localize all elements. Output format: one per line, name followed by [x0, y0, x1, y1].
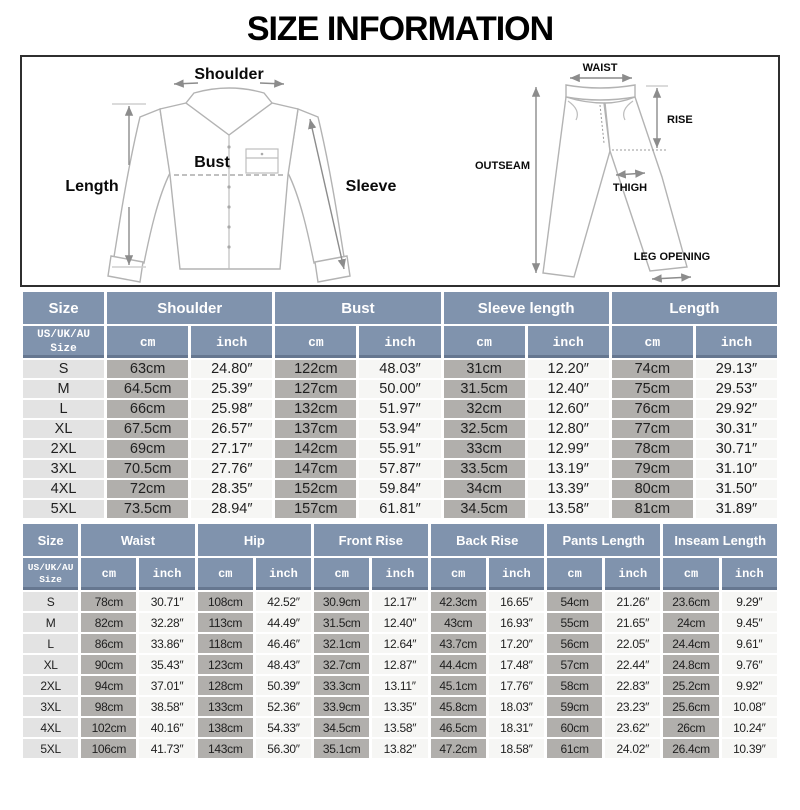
table-row [23, 592, 777, 611]
table-row [23, 480, 777, 498]
cm-value-cell: 108cm [198, 592, 253, 611]
inch-value-cell: 31.89″ [696, 500, 777, 518]
group-header: Shoulder [107, 292, 272, 324]
size-cell: 5XL [23, 500, 104, 518]
shirt-sleeve-label: Sleeve [345, 178, 397, 195]
cm-value-cell: 75cm [612, 380, 693, 398]
inch-value-cell: 50.00″ [359, 380, 440, 398]
inch-value-cell: 54.33″ [256, 718, 311, 737]
pants-waist-label: WAIST [582, 62, 618, 74]
pants-diagram [400, 57, 778, 285]
cm-value-cell: 32.1cm [314, 634, 369, 653]
shirt-length-label: Length [65, 178, 119, 195]
inch-value-cell: 13.35″ [372, 697, 427, 716]
cm-value-cell: 60cm [547, 718, 602, 737]
inch-value-cell: 12.40″ [372, 613, 427, 632]
cm-value-cell: 25.6cm [663, 697, 718, 716]
cm-value-cell: 31.5cm [444, 380, 525, 398]
inch-value-cell: 26.57″ [191, 420, 272, 438]
inch-value-cell: 9.45″ [722, 613, 777, 632]
inch-value-cell: 59.84″ [359, 480, 440, 498]
shirt-drawing [108, 88, 350, 282]
table-row [23, 380, 777, 398]
size-cell: 2XL [23, 440, 104, 458]
cm-value-cell: 70.5cm [107, 460, 188, 478]
cm-value-cell: 24.8cm [663, 655, 718, 674]
inch-value-cell: 30.71″ [139, 592, 194, 611]
inch-value-cell: 37.01″ [139, 676, 194, 695]
inch-value-cell: 12.87″ [372, 655, 427, 674]
inch-value-cell: 9.29″ [722, 592, 777, 611]
pants-leg-opening-arrow [652, 277, 691, 279]
inch-value-cell: 10.08″ [722, 697, 777, 716]
cm-value-cell: 35.1cm [314, 739, 369, 758]
cm-value-cell: 61cm [547, 739, 602, 758]
inch-value-cell: 25.39″ [191, 380, 272, 398]
inch-value-cell: 13.39″ [528, 480, 609, 498]
cm-value-cell: 57cm [547, 655, 602, 674]
cm-value-cell: 33.9cm [314, 697, 369, 716]
inch-value-cell: 22.83″ [605, 676, 660, 695]
cm-value-cell: 24cm [663, 613, 718, 632]
unit-header: cm [275, 326, 356, 358]
inch-value-cell: 48.43″ [256, 655, 311, 674]
cm-value-cell: 118cm [198, 634, 253, 653]
unit-header: cm [107, 326, 188, 358]
size-cell: 4XL [23, 718, 78, 737]
inch-value-cell: 42.52″ [256, 592, 311, 611]
cm-value-cell: 34.5cm [444, 500, 525, 518]
cm-value-cell: 76cm [612, 400, 693, 418]
inch-value-cell: 16.65″ [489, 592, 544, 611]
cm-value-cell: 82cm [81, 613, 136, 632]
pants-outseam-label: OUTSEAM [475, 160, 530, 172]
inch-value-cell: 12.20″ [528, 360, 609, 378]
unit-header: inch [139, 558, 194, 590]
cm-value-cell: 33cm [444, 440, 525, 458]
shirt-shoulder-arrow [174, 83, 284, 84]
inch-value-cell: 33.86″ [139, 634, 194, 653]
cm-value-cell: 31.5cm [314, 613, 369, 632]
cm-value-cell: 78cm [81, 592, 136, 611]
group-header: Front Rise [314, 524, 427, 556]
shirt-bust-label: Bust [194, 154, 230, 171]
inch-value-cell: 12.40″ [528, 380, 609, 398]
cm-value-cell: 132cm [275, 400, 356, 418]
size-cell: M [23, 380, 104, 398]
cm-value-cell: 34.5cm [314, 718, 369, 737]
unit-header: cm [612, 326, 693, 358]
cm-value-cell: 45.1cm [431, 676, 486, 695]
cm-value-cell: 47.2cm [431, 739, 486, 758]
inch-value-cell: 23.23″ [605, 697, 660, 716]
cm-value-cell: 69cm [107, 440, 188, 458]
group-header: Pants Length [547, 524, 660, 556]
inch-value-cell: 40.16″ [139, 718, 194, 737]
cm-value-cell: 106cm [81, 739, 136, 758]
unit-header: cm [431, 558, 486, 590]
cm-value-cell: 113cm [198, 613, 253, 632]
inch-value-cell: 35.43″ [139, 655, 194, 674]
size-cell: L [23, 634, 78, 653]
table-row [23, 634, 777, 653]
group-header: Inseam Length [663, 524, 777, 556]
cm-value-cell: 55cm [547, 613, 602, 632]
pants-thigh-label: THIGH [612, 182, 648, 194]
inch-value-cell: 50.39″ [256, 676, 311, 695]
inch-value-cell: 29.53″ [696, 380, 777, 398]
unit-header: inch [489, 558, 544, 590]
inch-value-cell: 46.46″ [256, 634, 311, 653]
cm-value-cell: 54cm [547, 592, 602, 611]
cm-value-cell: 143cm [198, 739, 253, 758]
cm-value-cell: 157cm [275, 500, 356, 518]
cm-value-cell: 34cm [444, 480, 525, 498]
cm-value-cell: 94cm [81, 676, 136, 695]
inch-value-cell: 18.31″ [489, 718, 544, 737]
inch-value-cell: 17.76″ [489, 676, 544, 695]
table-row [23, 360, 777, 378]
table-row [23, 440, 777, 458]
unit-header: inch [372, 558, 427, 590]
inch-value-cell: 28.35″ [191, 480, 272, 498]
size-cell: S [23, 592, 78, 611]
inch-value-cell: 32.28″ [139, 613, 194, 632]
cm-value-cell: 90cm [81, 655, 136, 674]
inch-value-cell: 21.65″ [605, 613, 660, 632]
cm-value-cell: 102cm [81, 718, 136, 737]
table-row [23, 460, 777, 478]
cm-value-cell: 26.4cm [663, 739, 718, 758]
unit-header: inch [696, 326, 777, 358]
inch-value-cell: 48.03″ [359, 360, 440, 378]
unit-header: cm [198, 558, 253, 590]
cm-value-cell: 64.5cm [107, 380, 188, 398]
inch-value-cell: 57.87″ [359, 460, 440, 478]
unit-header: inch [528, 326, 609, 358]
group-header: Bust [275, 292, 440, 324]
inch-value-cell: 22.05″ [605, 634, 660, 653]
inch-value-cell: 38.58″ [139, 697, 194, 716]
cm-value-cell: 25.2cm [663, 676, 718, 695]
inch-value-cell: 55.91″ [359, 440, 440, 458]
cm-value-cell: 26cm [663, 718, 718, 737]
inch-value-cell: 31.10″ [696, 460, 777, 478]
cm-value-cell: 142cm [275, 440, 356, 458]
cm-value-cell: 59cm [547, 697, 602, 716]
size-cell: 5XL [23, 739, 78, 758]
table-row [23, 739, 777, 758]
cm-value-cell: 63cm [107, 360, 188, 378]
inch-value-cell: 10.24″ [722, 718, 777, 737]
group-header: Waist [81, 524, 194, 556]
size-subheader: US/UK/AU Size [23, 558, 78, 590]
inch-value-cell: 27.76″ [191, 460, 272, 478]
inch-value-cell: 17.20″ [489, 634, 544, 653]
inch-value-cell: 28.94″ [191, 500, 272, 518]
inch-value-cell: 56.30″ [256, 739, 311, 758]
size-cell: M [23, 613, 78, 632]
group-header: Sleeve length [444, 292, 609, 324]
inch-value-cell: 16.93″ [489, 613, 544, 632]
cm-value-cell: 137cm [275, 420, 356, 438]
cm-value-cell: 74cm [612, 360, 693, 378]
cm-value-cell: 138cm [198, 718, 253, 737]
unit-header: inch [605, 558, 660, 590]
cm-value-cell: 72cm [107, 480, 188, 498]
cm-value-cell: 32.5cm [444, 420, 525, 438]
shirt-diagram [22, 57, 400, 285]
cm-value-cell: 152cm [275, 480, 356, 498]
unit-header: cm [663, 558, 718, 590]
table-row [23, 500, 777, 518]
table-row [23, 655, 777, 674]
inch-value-cell: 31.50″ [696, 480, 777, 498]
cm-value-cell: 66cm [107, 400, 188, 418]
size-group-header: Size [23, 524, 78, 556]
cm-value-cell: 32.7cm [314, 655, 369, 674]
inch-value-cell: 41.73″ [139, 739, 194, 758]
cm-value-cell: 147cm [275, 460, 356, 478]
unit-header: inch [256, 558, 311, 590]
size-cell: 4XL [23, 480, 104, 498]
inch-value-cell: 21.26″ [605, 592, 660, 611]
inch-value-cell: 24.02″ [605, 739, 660, 758]
unit-header: inch [191, 326, 272, 358]
measurement-diagram-panel [20, 55, 780, 287]
group-header: Hip [198, 524, 311, 556]
cm-value-cell: 43cm [431, 613, 486, 632]
cm-value-cell: 81cm [612, 500, 693, 518]
cm-value-cell: 24.4cm [663, 634, 718, 653]
table-row [23, 400, 777, 418]
cm-value-cell: 31cm [444, 360, 525, 378]
inch-value-cell: 25.98″ [191, 400, 272, 418]
inch-value-cell: 9.61″ [722, 634, 777, 653]
inch-value-cell: 30.71″ [696, 440, 777, 458]
size-cell: 2XL [23, 676, 78, 695]
cm-value-cell: 58cm [547, 676, 602, 695]
inch-value-cell: 12.80″ [528, 420, 609, 438]
cm-value-cell: 122cm [275, 360, 356, 378]
inch-value-cell: 27.17″ [191, 440, 272, 458]
table-row [23, 697, 777, 716]
inch-value-cell: 13.82″ [372, 739, 427, 758]
inch-value-cell: 13.19″ [528, 460, 609, 478]
cm-value-cell: 128cm [198, 676, 253, 695]
cm-value-cell: 77cm [612, 420, 693, 438]
pants-drawing [543, 85, 687, 277]
inch-value-cell: 12.60″ [528, 400, 609, 418]
inch-value-cell: 23.62″ [605, 718, 660, 737]
cm-value-cell: 127cm [275, 380, 356, 398]
cm-value-cell: 42.3cm [431, 592, 486, 611]
cm-value-cell: 44.4cm [431, 655, 486, 674]
inch-value-cell: 13.11″ [372, 676, 427, 695]
size-cell: 3XL [23, 460, 104, 478]
table-row [23, 676, 777, 695]
group-header: Back Rise [431, 524, 544, 556]
pants-size-table [20, 522, 780, 760]
cm-value-cell: 45.8cm [431, 697, 486, 716]
table-row [23, 420, 777, 438]
inch-value-cell: 18.03″ [489, 697, 544, 716]
size-group-header: Size [23, 292, 104, 324]
cm-value-cell: 79cm [612, 460, 693, 478]
cm-value-cell: 56cm [547, 634, 602, 653]
size-cell: XL [23, 420, 104, 438]
inch-value-cell: 52.36″ [256, 697, 311, 716]
cm-value-cell: 30.9cm [314, 592, 369, 611]
page-title: SIZE INFORMATION [246, 10, 554, 48]
cm-value-cell: 33.3cm [314, 676, 369, 695]
cm-value-cell: 123cm [198, 655, 253, 674]
inch-value-cell: 13.58″ [528, 500, 609, 518]
inch-value-cell: 12.17″ [372, 592, 427, 611]
cm-value-cell: 98cm [81, 697, 136, 716]
cm-value-cell: 32cm [444, 400, 525, 418]
unit-header: inch [722, 558, 777, 590]
pants-leg-opening-label: LEG OPENING [633, 251, 711, 263]
cm-value-cell: 86cm [81, 634, 136, 653]
inch-value-cell: 18.58″ [489, 739, 544, 758]
size-cell: S [23, 360, 104, 378]
inch-value-cell: 17.48″ [489, 655, 544, 674]
inch-value-cell: 13.58″ [372, 718, 427, 737]
cm-value-cell: 133cm [198, 697, 253, 716]
shirt-shoulder-label: Shoulder [194, 66, 264, 83]
cm-value-cell: 80cm [612, 480, 693, 498]
cm-value-cell: 33.5cm [444, 460, 525, 478]
size-cell: XL [23, 655, 78, 674]
inch-value-cell: 12.99″ [528, 440, 609, 458]
inch-value-cell: 51.97″ [359, 400, 440, 418]
inch-value-cell: 12.64″ [372, 634, 427, 653]
unit-header: cm [547, 558, 602, 590]
pants-rise-label: RISE [667, 114, 693, 126]
unit-header: cm [81, 558, 136, 590]
inch-value-cell: 29.92″ [696, 400, 777, 418]
cm-value-cell: 73.5cm [107, 500, 188, 518]
cm-value-cell: 67.5cm [107, 420, 188, 438]
inch-value-cell: 61.81″ [359, 500, 440, 518]
size-cell: L [23, 400, 104, 418]
cm-value-cell: 43.7cm [431, 634, 486, 653]
cm-value-cell: 23.6cm [663, 592, 718, 611]
inch-value-cell: 29.13″ [696, 360, 777, 378]
inch-value-cell: 53.94″ [359, 420, 440, 438]
cm-value-cell: 46.5cm [431, 718, 486, 737]
size-subheader: US/UK/AU Size [23, 326, 104, 358]
size-information-page [0, 10, 800, 760]
inch-value-cell: 30.31″ [696, 420, 777, 438]
inch-value-cell: 44.49″ [256, 613, 311, 632]
inch-value-cell: 24.80″ [191, 360, 272, 378]
table-row [23, 718, 777, 737]
shirt-size-table [20, 290, 780, 520]
unit-header: cm [314, 558, 369, 590]
unit-header: inch [359, 326, 440, 358]
table-row [23, 613, 777, 632]
group-header: Length [612, 292, 777, 324]
inch-value-cell: 9.76″ [722, 655, 777, 674]
inch-value-cell: 9.92″ [722, 676, 777, 695]
unit-header: cm [444, 326, 525, 358]
size-cell: 3XL [23, 697, 78, 716]
cm-value-cell: 78cm [612, 440, 693, 458]
inch-value-cell: 10.39″ [722, 739, 777, 758]
inch-value-cell: 22.44″ [605, 655, 660, 674]
